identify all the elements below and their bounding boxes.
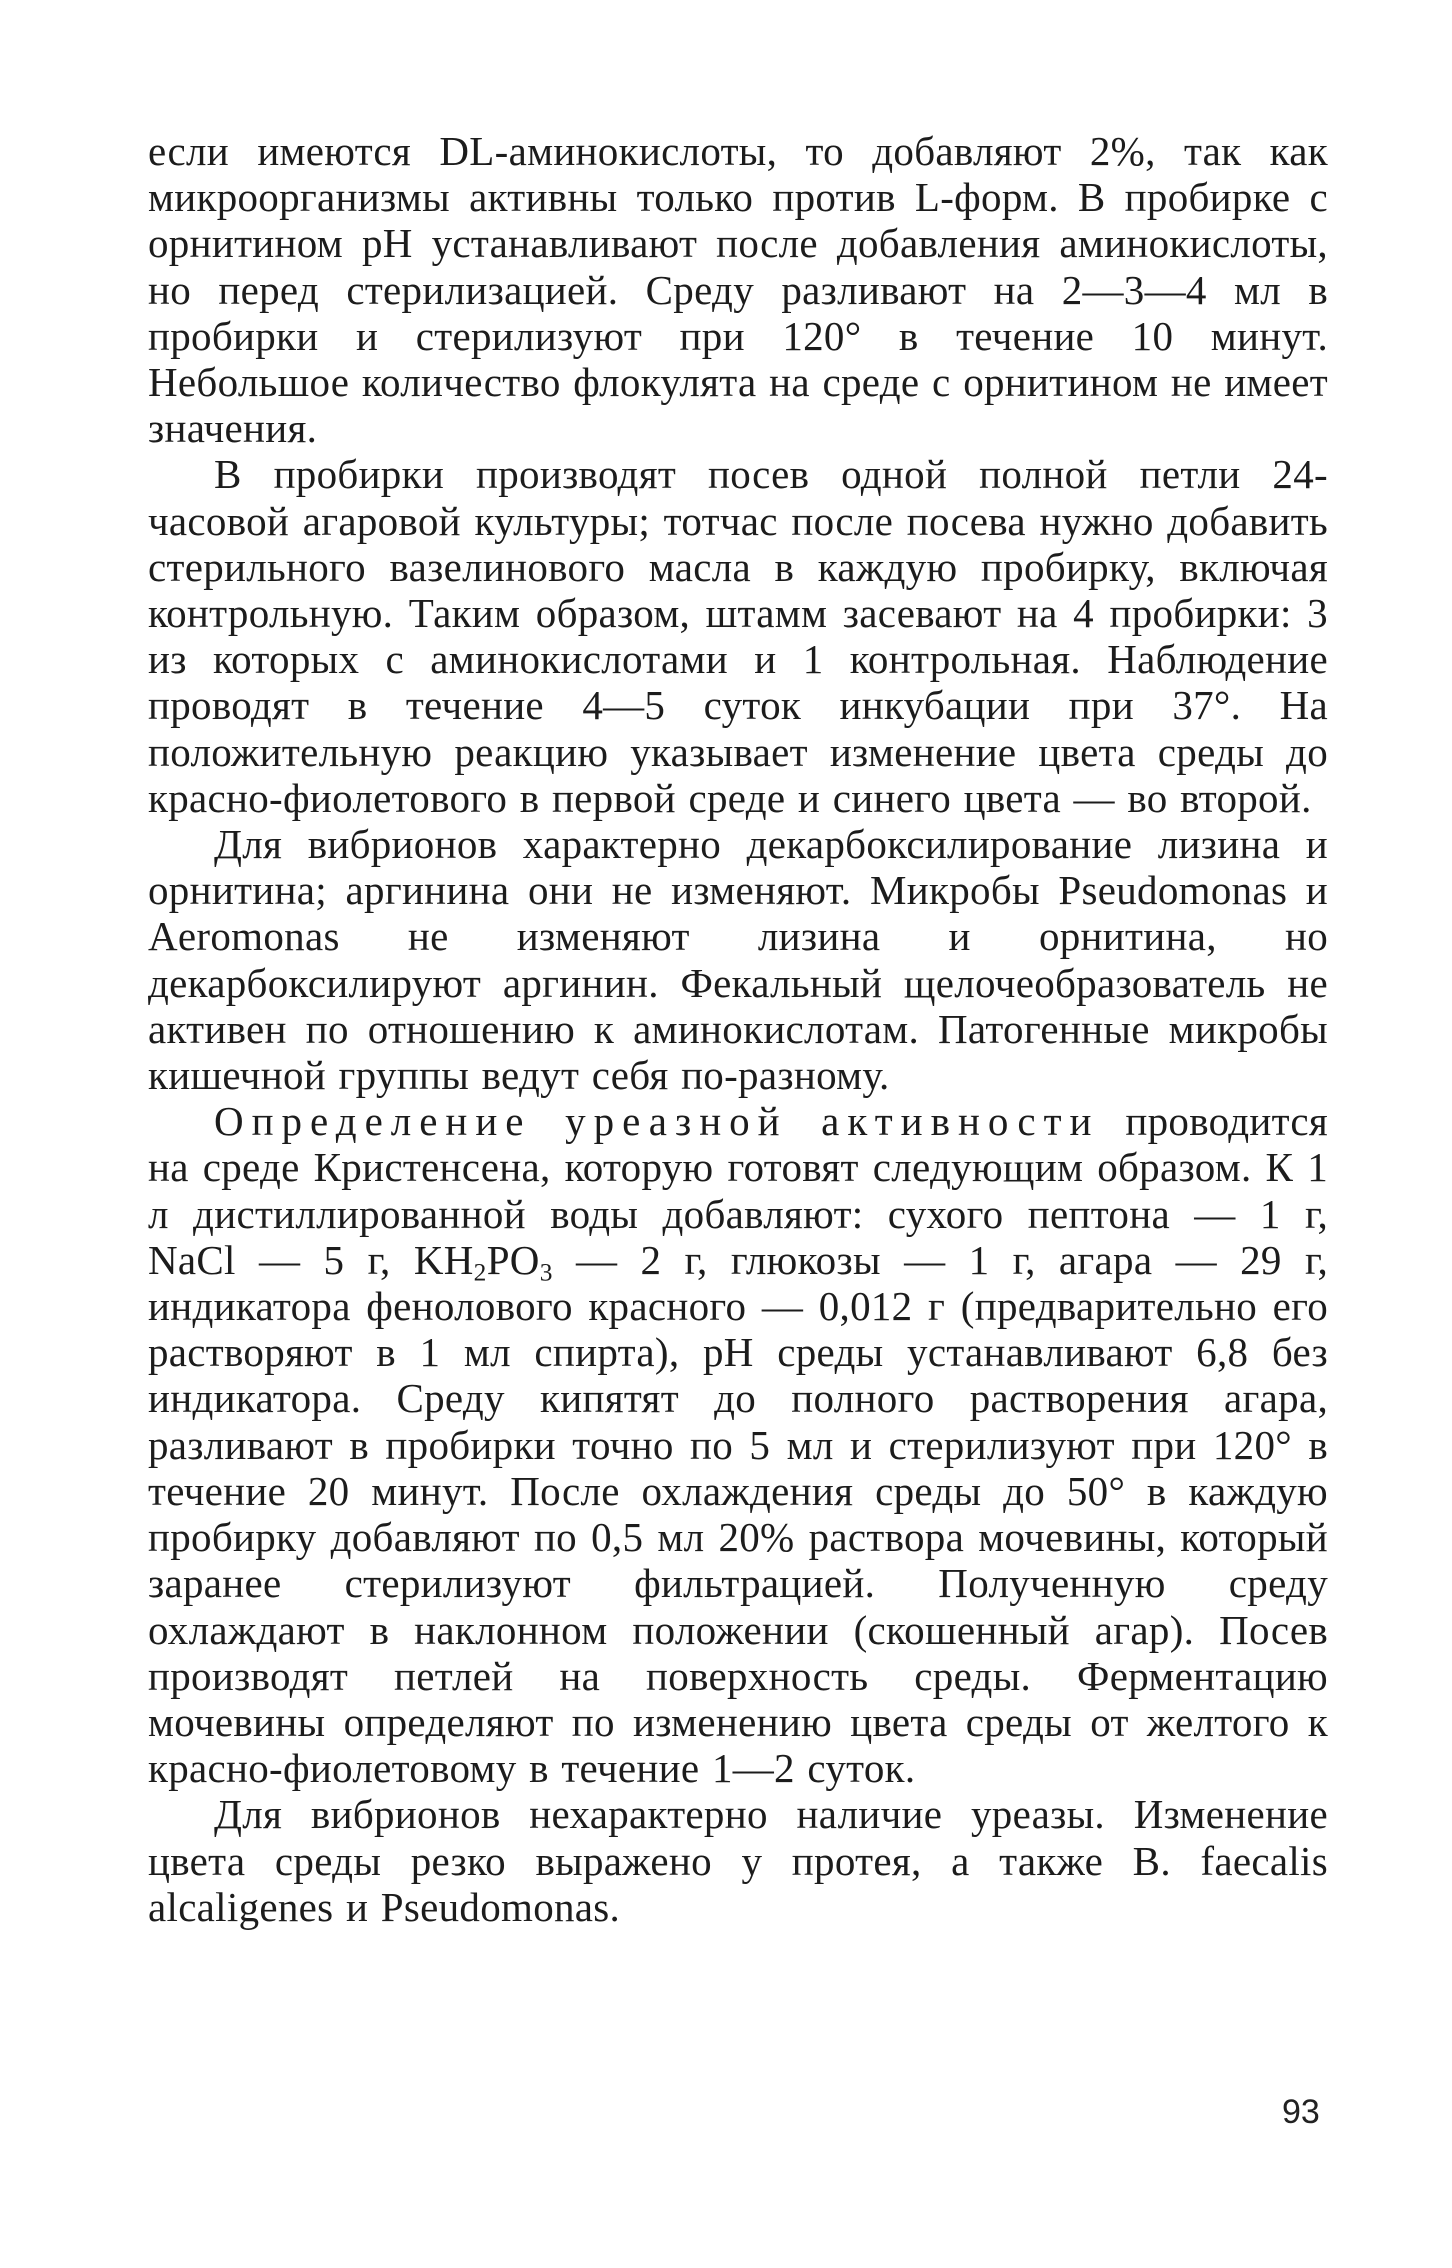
- paragraph-3: Для вибрионов характерно декарбоксилирование лизина и орнитина; аргинина они не изменяют. Микробы Pseudomonas и Aeromonas не изменяют лизина и орнитина, но декарбоксилируют аргинин. Фекальный щелочеобразователь не активен по отношению к аминокислотам. Патогенные микробы кишечной группы ведут себя по-разному.: [148, 821, 1328, 1099]
- paragraph-4: [148, 1098, 1328, 1791]
- page-number: 93: [1282, 2093, 1320, 2131]
- subscript-3: 3: [539, 1258, 553, 1287]
- subscript-2: 2: [473, 1258, 487, 1287]
- paragraph-1: если имеются DL-аминокислоты, то добавляют 2%, так как микроорганизмы активны только против L-форм. В пробирке с орнитином pH устанавливают после добавления аминокислоты, но перед стерилизацией. Среду разливают на 2—3—4 мл в пробирки и стерилизуют при 120° в течение 10 минут. Небольшое количество флокулята на среде с орнитином не имеет значения.: [148, 128, 1328, 452]
- page-body: [148, 128, 1328, 1930]
- paragraph-5: Для вибрионов нехарактерно наличие уреазы. Изменение цвета среды резко выражено у протея, а также B. faecalis alcaligenes и Pseudomonas.: [148, 1791, 1328, 1930]
- spaced-heading-urease: Определение уреазной активности: [214, 1098, 1100, 1145]
- paragraph-4-text-mid: PO: [486, 1236, 540, 1283]
- paragraph-4-text-pre: проводится на среде Кристенсена, которую готовят следующим образом. К 1 л дистиллированной воды добавляют: сухого пептона — 1 г, NaCl — 5 г, KH: [148, 1098, 1328, 1283]
- paragraph-2: В пробирки производят посев одной полной петли 24-часовой агаровой культуры; тотчас после посева нужно добавить стерильного вазелинового масла в каждую пробирку, включая контрольную. Таким образом, штамм засевают на 4 пробирки: 3 из которых с аминокислотами и 1 контрольная. Наблюдение проводят в течение 4—5 суток инкубации при 37°. На положительную реакцию указывает изменение цвета среды до красно-фиолетового в первой среде и синего цвета — во второй.: [148, 451, 1328, 821]
- paragraph-4-text-post: — 2 г, глюкозы — 1 г, агара — 29 г, индикатора фенолового красного — 0,012 г (предварительно его растворяют в 1 мл спирта), pH среды устанавливают 6,8 без индикатора. Среду кипятят до полного растворения агара, разливают в пробирки точно по 5 мл и стерилизуют при 120° в течение 20 минут. После охлаждения среды до 50° в каждую пробирку добавляют по 0,5 мл 20% раствора мочевины, который заранее стерилизуют фильтрацией. Полученную среду охлаждают в наклонном положении (скошенный агар). Посев производят петлей на поверхность среды. Ферментацию мочевины определяют по изменению цвета среды от желтого к красно-фиолетовому в течение 1—2 суток.: [148, 1236, 1328, 1792]
